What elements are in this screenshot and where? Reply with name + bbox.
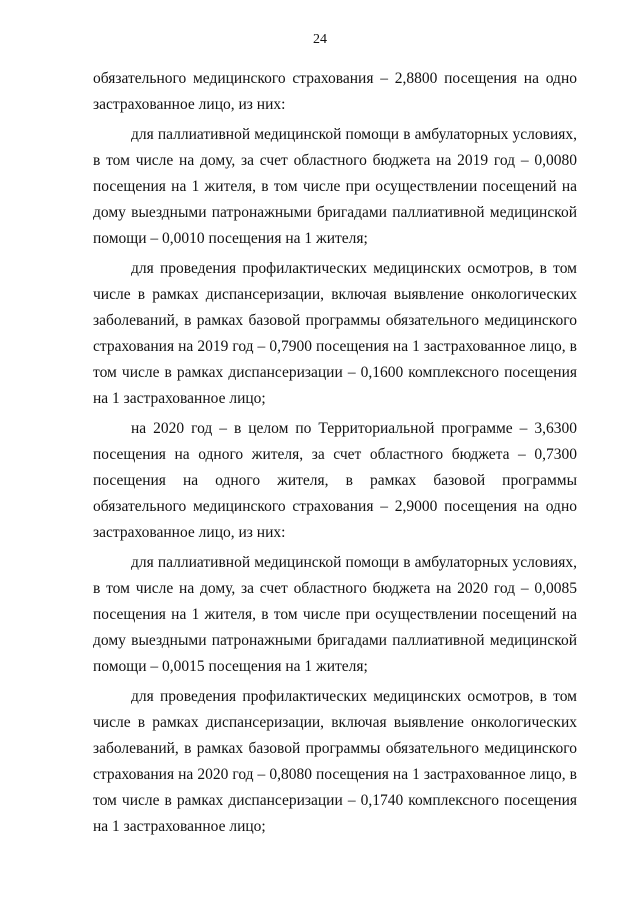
- paragraph-4: на 2020 год – в целом по Территориальной программе – 3,6300 посещения на одного жителя, за счет областного бюджета – 0,7300 посещения на одного жителя, в рамках базовой программы обязательного медицинского страхования – 2,9000 посещения на одно застрахованное лицо, из них:: [93, 420, 577, 541]
- paragraph-3: для проведения профилактических медицинских осмотров, в том числе в рамках диспансеризации, включая выявление онкологических заболеваний, в рамках базовой программы обязательного медицинского страхования на 2019 год – 0,7900 посещения на 1 застрахованное лицо, в том числе в рамках диспансеризации – 0,1600 комплексного посещения на 1 застрахованное лицо;: [93, 260, 577, 407]
- page-number: 24: [313, 32, 327, 47]
- paragraph-6: для проведения профилактических медицинских осмотров, в том числе в рамках диспансеризации, включая выявление онкологических заболеваний, в рамках базовой программы обязательного медицинского страхования на 2020 год – 0,8080 посещения на 1 застрахованное лицо, в том числе в рамках диспансеризации – 0,1740 комплексного посещения на 1 застрахованное лицо;: [93, 688, 577, 835]
- paragraph-2: для паллиативной медицинской помощи в амбулаторных условиях, в том числе на дому, за счет областного бюджета на 2019 год – 0,0080 посещения на 1 жителя, в том числе при осуществлении посещений на дому выездными патронажными бригадами паллиативной медицинской помощи – 0,0010 посещения на 1 жителя;: [93, 126, 577, 247]
- document-body: [93, 66, 577, 844]
- paragraph-1: обязательного медицинского страхования – 2,8800 посещения на одно застрахованное лицо, из них:: [93, 70, 577, 113]
- paragraph-5: для паллиативной медицинской помощи в амбулаторных условиях, в том числе на дому, за счет областного бюджета на 2020 год – 0,0085 посещения на 1 жителя, в том числе при осуществлении посещений на дому выездными патронажными бригадами паллиативной медицинской помощи – 0,0015 посещения на 1 жителя;: [93, 554, 577, 675]
